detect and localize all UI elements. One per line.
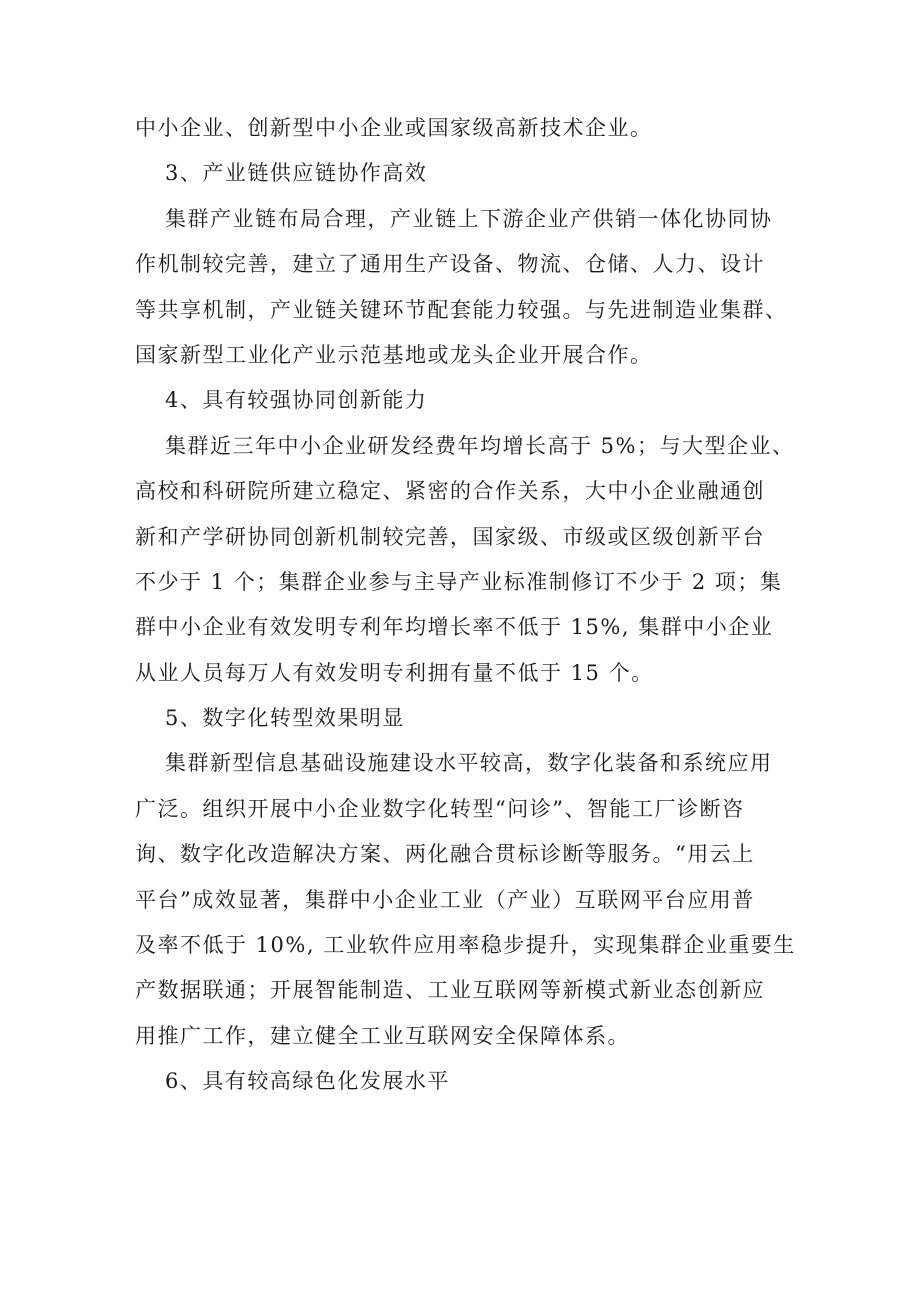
paragraph-line: 新和产学研协同创新机制较完善，国家级、市级或区级创新平台 — [135, 524, 765, 549]
paragraph-line: 产数据联通；开展智能制造、工业互联网等新模式新业态创新应 — [135, 978, 765, 1003]
section-heading-3: 3、产业链供应链协作高效 — [165, 161, 428, 186]
section-heading-4: 4、具有较强协同创新能力 — [165, 388, 428, 413]
paragraph-line: 高校和科研院所建立稳定、紧密的合作关系，大中小企业融通创 — [135, 479, 765, 504]
paragraph-line: 等共享机制，产业链关键环节配套能力较强。与先进制造业集群、 — [135, 297, 788, 322]
paragraph-innovation — [135, 424, 795, 696]
paragraph-line: 询、数字化改造解决方案、两化融合贯标诊断等服务。“用云上 — [135, 842, 755, 867]
paragraph-line: 作机制较完善，建立了通用生产设备、物流、仓储、人力、设计 — [135, 252, 765, 277]
document-page — [135, 106, 795, 1105]
paragraph-digital-transformation — [135, 741, 795, 1059]
paragraph-line: 集群新型信息基础设施建设水平较高，数字化装备和系统应用 — [165, 751, 773, 776]
paragraph-line: 中小企业、创新型中小企业或国家级高新技术企业。 — [135, 116, 653, 140]
paragraph-line: 集群产业链布局合理，产业链上下游企业产供销一体化协同协 — [165, 206, 773, 231]
paragraph-line: 广泛。组织开展中小企业数字化转型“问诊”、智能工厂诊断咨 — [135, 796, 745, 821]
paragraph-line: 平台”成效显著，集群中小企业工业（产业）互联网平台应用普 — [135, 887, 755, 912]
paragraph-line: 群中小企业有效发明专利年均增长率不低于 15%, 集群中小企业 — [135, 615, 774, 640]
paragraph-supply-chain — [135, 197, 795, 379]
section-heading-6: 6、具有较高绿色化发展水平 — [165, 1069, 450, 1094]
paragraph-line: 用推广工作，建立健全工业互联网安全保障体系。 — [135, 1023, 630, 1048]
paragraph-line: 集群近三年中小企业研发经费年均增长高于 5%；与大型企业、 — [165, 433, 795, 458]
paragraph-line: 不少于 1 个；集群企业参与主导产业标准制修订不少于 2 项；集 — [135, 569, 783, 594]
paragraph-line: 及率不低于 10%, 工业软件应用率稳步提升，实现集群企业重要生 — [135, 933, 796, 958]
paragraph-line: 从业人员每万人有效发明专利拥有量不低于 15 个。 — [135, 660, 654, 685]
section-heading-5: 5、数字化转型效果明显 — [165, 706, 405, 731]
paragraph-line: 国家新型工业化产业示范基地或龙头企业开展合作。 — [135, 342, 653, 367]
